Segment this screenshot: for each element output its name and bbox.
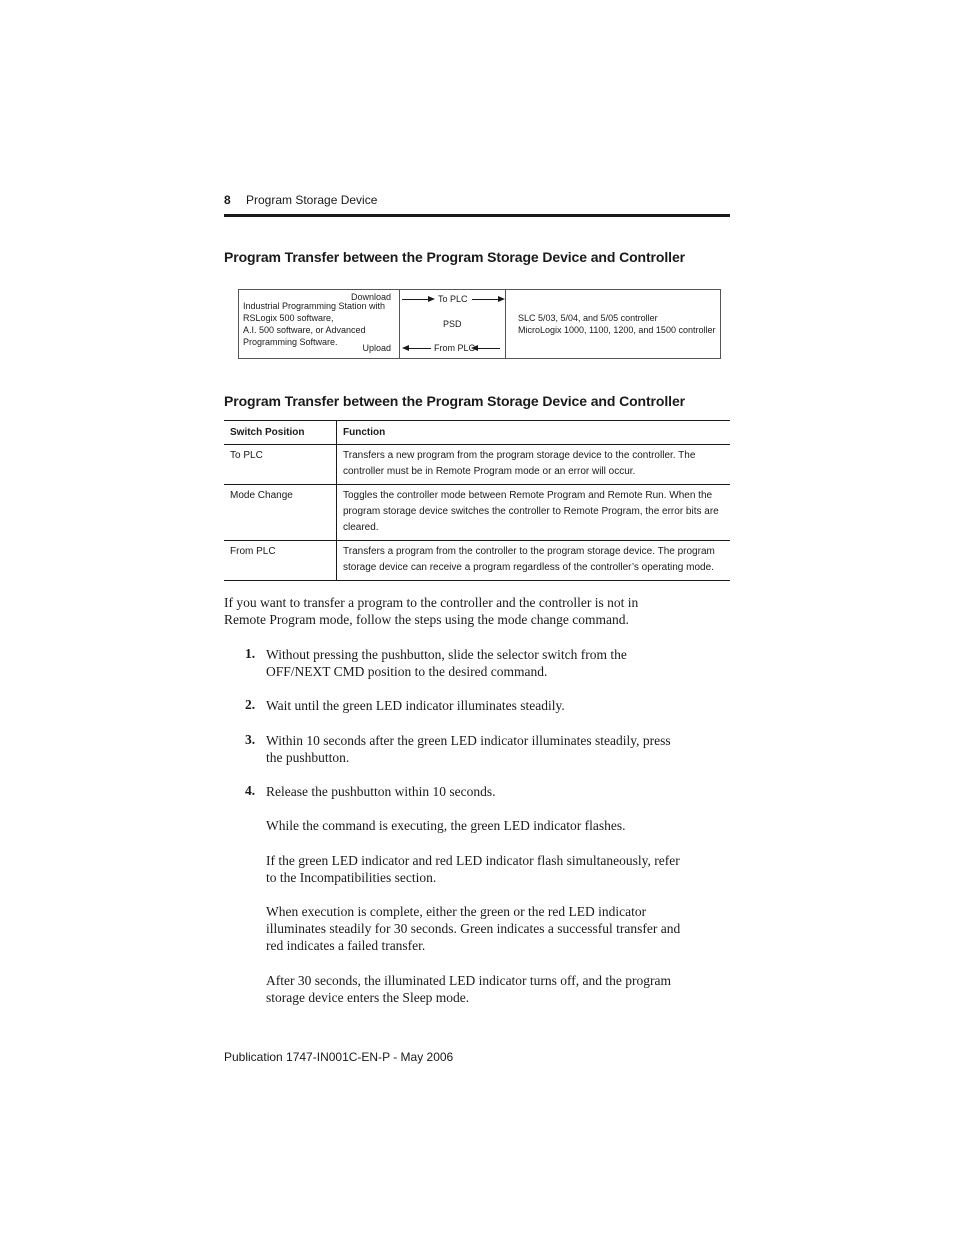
function-line: program storage device switches the controller to Remote Program, the error bits are xyxy=(343,506,719,517)
section-title: Program Storage Device xyxy=(246,193,378,207)
header-rule xyxy=(224,214,730,217)
psd-box xyxy=(399,289,506,359)
programming-station-text xyxy=(243,300,393,348)
step4-paragraph xyxy=(266,852,734,886)
intro-line: If you want to transfer a program to the controller and the controller is not in xyxy=(224,595,639,610)
station-line: Industrial Programming Station with xyxy=(243,301,386,311)
step-line: Without pressing the pushbutton, slide the selector switch from the xyxy=(266,647,627,662)
intro-line: Remote Program mode, follow the steps using the mode change command. xyxy=(224,612,629,627)
paragraph-line: After 30 seconds, the illuminated LED indicator turns off, and the program xyxy=(266,973,672,988)
step-number: 2. xyxy=(245,697,256,712)
step-line: OFF/NEXT CMD position to the desired command. xyxy=(266,664,548,679)
function-cell xyxy=(337,541,731,581)
step-line: Wait until the green LED indicator illuminates steadily. xyxy=(266,698,565,713)
to-plc-arrowhead xyxy=(498,296,505,302)
page-number: 8 xyxy=(224,193,231,207)
function-cell xyxy=(337,445,731,485)
step-text xyxy=(266,697,734,714)
to-plc-arrow-line xyxy=(472,299,500,300)
step-number: 3. xyxy=(245,732,256,747)
station-line: Programming Software. xyxy=(243,337,338,347)
function-cell xyxy=(337,485,731,541)
download-arrowhead xyxy=(428,296,435,302)
controller-text xyxy=(518,312,718,336)
table-row xyxy=(224,541,730,581)
paragraph-line: illuminates steadily for 30 seconds. Green indicates a successful transfer and xyxy=(266,921,681,936)
psd-label: PSD xyxy=(443,319,462,329)
step-text xyxy=(266,732,734,766)
table-header-row xyxy=(224,421,730,445)
function-line: controller must be in Remote Program mode or an error will occur. xyxy=(343,466,636,477)
step-line: the pushbutton. xyxy=(266,750,350,765)
upload-label: Upload xyxy=(362,343,391,353)
transfer-diagram xyxy=(238,289,721,359)
table-row xyxy=(224,445,730,485)
paragraph-line: When execution is complete, either the green or the red LED indicator xyxy=(266,904,647,919)
publication-footer: Publication 1747-IN001C-EN-P - May 2006 xyxy=(224,1050,454,1064)
function-line: Transfers a new program from the program storage device to the controller. The xyxy=(343,450,696,461)
paragraph-line: While the command is executing, the green LED indicator flashes. xyxy=(266,818,626,833)
controller-line: MicroLogix 1000, 1100, 1200, and 1500 controller xyxy=(518,325,716,335)
step4-paragraph xyxy=(266,817,734,834)
intro-paragraph xyxy=(224,594,734,628)
column-header: Switch Position xyxy=(224,421,337,445)
controller-box xyxy=(505,289,721,359)
programming-station-box xyxy=(238,289,400,359)
function-line: Transfers a program from the controller to the program storage device. The program xyxy=(343,546,715,557)
function-line: storage device can receive a program regardless of the controller’s operating mode. xyxy=(343,562,714,573)
table-heading: Program Transfer between the Program Storage Device and Controller xyxy=(224,393,685,409)
step-text xyxy=(266,646,734,680)
step-number: 4. xyxy=(245,783,256,798)
step4-paragraph xyxy=(266,903,734,954)
from-plc-arrow-line xyxy=(476,348,500,349)
diagram-heading: Program Transfer between the Program Storage Device and Controller xyxy=(224,249,685,265)
step-line: Release the pushbutton within 10 seconds. xyxy=(266,784,496,799)
from-plc-label: From PLC xyxy=(434,343,476,353)
table-row xyxy=(224,485,730,541)
step4-paragraph xyxy=(266,972,734,1006)
step-number: 1. xyxy=(245,646,256,661)
paragraph-line: If the green LED indicator and red LED indicator flash simultaneously, refer xyxy=(266,853,680,868)
switch-position-cell: From PLC xyxy=(224,541,337,581)
download-arrow-line xyxy=(402,299,430,300)
paragraph-line: red indicates a failed transfer. xyxy=(266,938,426,953)
function-line: Toggles the controller mode between Remote Program and Remote Run. When the xyxy=(343,490,713,501)
function-line: cleared. xyxy=(343,522,379,533)
to-plc-label: To PLC xyxy=(438,294,468,304)
station-line: A.I. 500 software, or Advanced xyxy=(243,325,366,335)
upload-arrow-line xyxy=(407,348,431,349)
step-text xyxy=(266,783,734,800)
switch-function-table xyxy=(224,420,730,581)
switch-position-cell: Mode Change xyxy=(224,485,337,541)
controller-line: SLC 5/03, 5/04, and 5/05 controller xyxy=(518,313,658,323)
paragraph-line: to the Incompatibilities section. xyxy=(266,870,437,885)
switch-position-cell: To PLC xyxy=(224,445,337,485)
column-header: Function xyxy=(337,421,731,445)
station-line: RSLogix 500 software, xyxy=(243,313,334,323)
paragraph-line: storage device enters the Sleep mode. xyxy=(266,990,470,1005)
download-label: Download xyxy=(350,292,391,302)
step-line: Within 10 seconds after the green LED indicator illuminates steadily, press xyxy=(266,733,671,748)
